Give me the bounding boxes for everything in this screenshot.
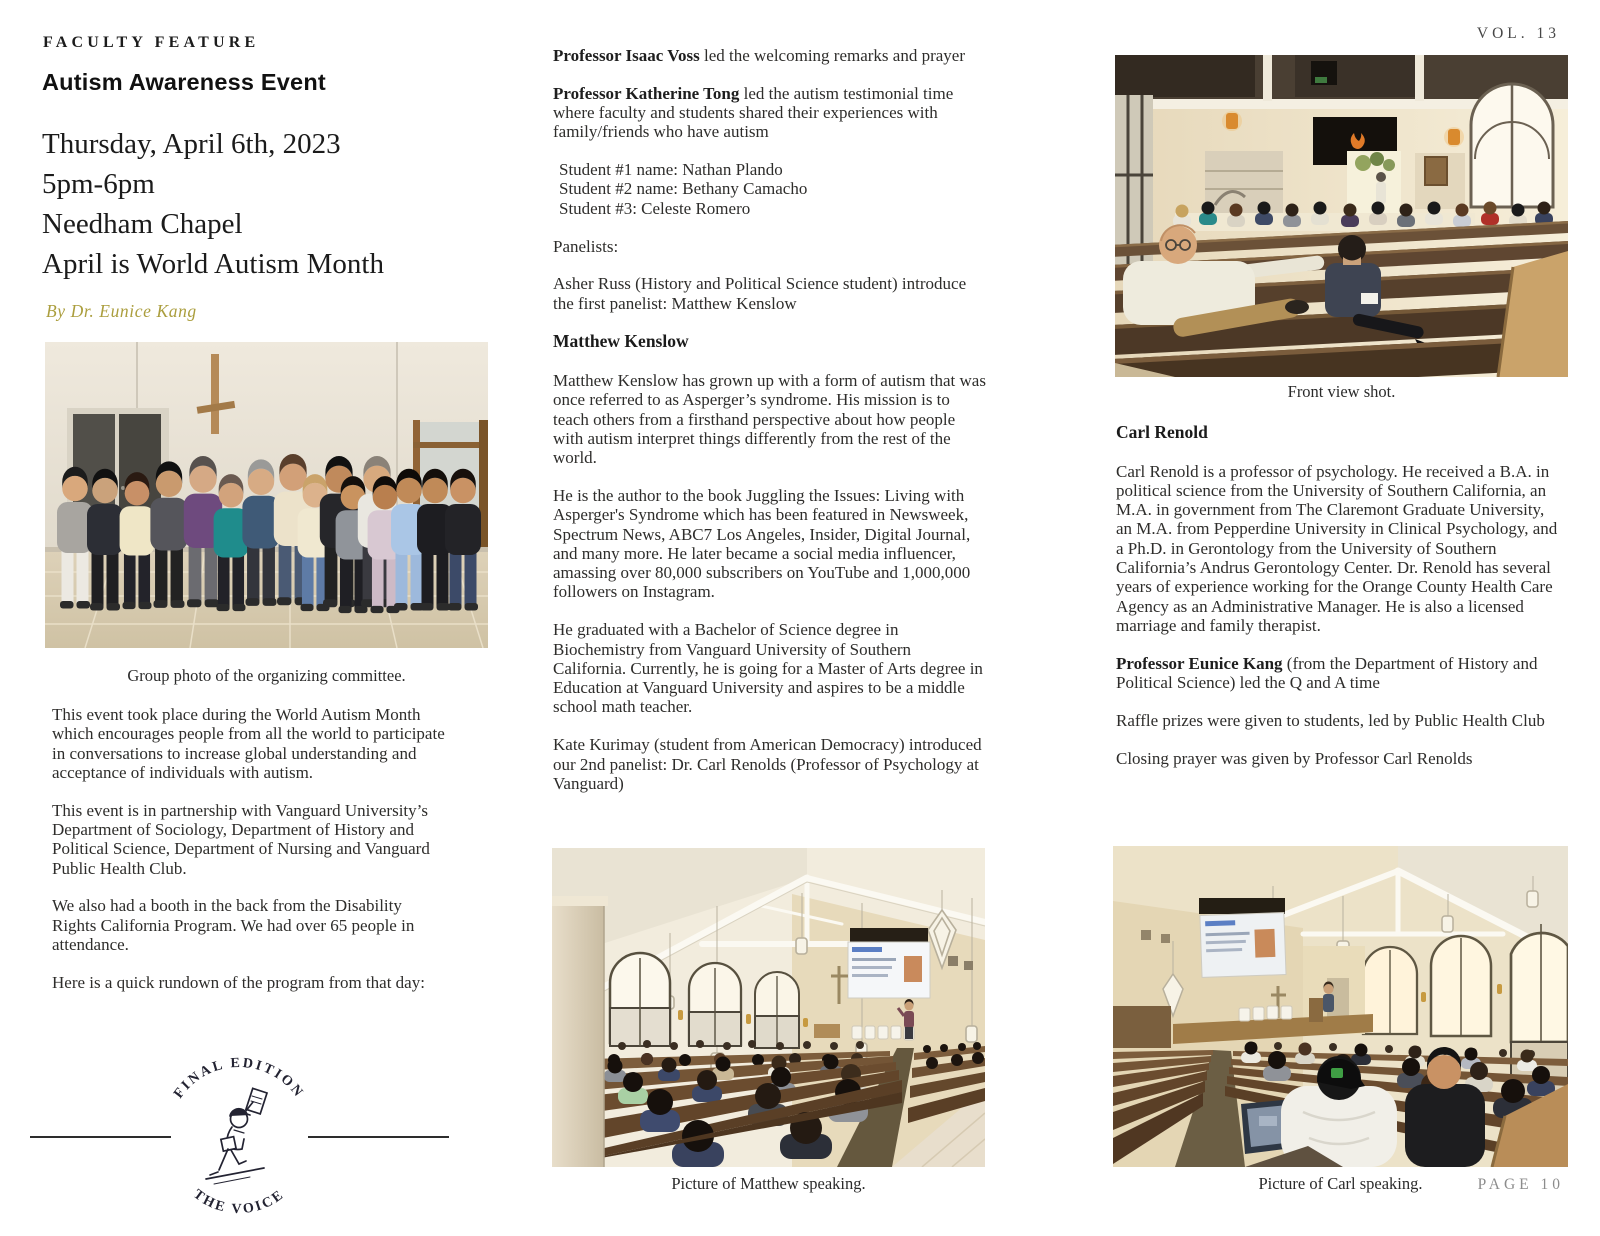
carl-heading: Carl Renold — [1116, 422, 1208, 442]
right-column-body — [1116, 422, 1558, 768]
paragraph: Here is a quick rundown of the program from that day: — [52, 972, 425, 992]
event-time: 5pm-6pm — [42, 168, 155, 200]
professor-name-bold: Professor Isaac Voss — [553, 46, 700, 65]
paragraph-raffle: Raffle prizes were given to students, led by Public Health Club — [1116, 710, 1545, 730]
student-item: Student #3: Celeste Romero — [559, 198, 751, 218]
left-column-body — [52, 705, 448, 992]
matthew-speaking-photo — [552, 848, 985, 1167]
svg-text:THE VOICE — [190, 1187, 288, 1217]
page-number-label: PAGE 10 — [1477, 1176, 1564, 1193]
student-list — [553, 160, 987, 218]
newsboy-illustration — [206, 1088, 267, 1184]
front-view-caption: Front view shot. — [1287, 382, 1396, 401]
student-item: Student #1 name: Nathan Plando — [559, 160, 783, 180]
paragraph-kang — [1116, 654, 1558, 693]
carl-photo-caption: Picture of Carl speaking. — [1258, 1174, 1423, 1193]
speaker-figure — [1323, 982, 1334, 1013]
matthew-photo-caption: Picture of Matthew speaking. — [671, 1174, 866, 1193]
event-date: Thursday, April 6th, 2023 — [42, 128, 341, 160]
professor-name-bold: Professor Katherine Tong — [553, 83, 740, 103]
event-theme: April is World Autism Month — [42, 248, 384, 280]
paragraph: He is the author to the book Juggling the Issues: Living with Asperger's Syndrome which has been featured in Newsweek, Spectrum News, ABC7 Los Angeles, Insider, Digital Journal, and many more. He later became a social media influencer, amassing over 80,000 subscribers on YouTube and 1,000,000 followers on Instagram. — [553, 485, 971, 602]
professor-name-bold: Professor Eunice Kang — [1116, 653, 1283, 673]
paragraph-tong — [553, 84, 987, 142]
middle-column-body — [553, 46, 987, 793]
byline: By Dr. Eunice Kang — [46, 301, 197, 321]
group-photo-caption: Group photo of the organizing committee. — [127, 666, 406, 685]
student-item: Student #2 name: Bethany Camacho — [559, 179, 808, 199]
carl-speaking-photo — [1113, 846, 1568, 1167]
matthew-heading: Matthew Kenslow — [553, 331, 689, 352]
paragraph: He graduated with a Bachelor of Science degree in Biochemistry from Vanguard University of Southern California. Currently, he is going for a Master of Arts degree in Education at Vanguard University and aspires to be a middle school math teacher. — [553, 620, 983, 717]
article-title: Autism Awareness Event — [42, 69, 326, 95]
paragraph-text: led the autism testimonial time where faculty and students shared their experiences with family/friends who have autism — [553, 83, 954, 142]
event-location: Needham Chapel — [42, 208, 243, 240]
logo-bottom-arc-text: THE VOICE — [190, 1186, 288, 1218]
paragraph-text: (from the Department of History and Political Science) led the Q and A time — [1116, 653, 1538, 692]
paragraph: This event took place during the World Autism Month which encourages people from all the world to participate in conversations to increase global understanding and acceptance of individuals with autism. — [52, 705, 445, 782]
front-view-photo — [1115, 55, 1568, 377]
voice-newsletter-logo — [148, 1048, 330, 1228]
paragraph-asher: Asher Russ (History and Political Science student) introduce the first panelist: Matthew Kenslow — [553, 274, 967, 313]
paragraph: This event is in partnership with Vanguard University’s Department of Sociology, Department of History and Political Science, Department of Nursing and Vanguard Public Health Club. — [52, 800, 430, 878]
paragraph-text: led the welcoming remarks and prayer — [699, 46, 966, 65]
svg-text:FINAL EDITION — [171, 1056, 307, 1102]
paragraph-voss — [553, 46, 987, 65]
panelists-label: Panelists: — [553, 236, 619, 256]
volume-label: VOL. 13 — [1476, 25, 1560, 42]
group-photo-image — [45, 342, 488, 648]
paragraph: Matthew Kenslow has grown up with a form of autism that was once referred to as Asperger’s syndrome. His mission is to teach others from a firsthand perspective about how people with autism interpret things differently from the rest of the world. — [553, 370, 986, 468]
section-eyebrow: FACULTY FEATURE — [43, 34, 260, 51]
logo-top-arc-text: FINAL EDITION — [171, 1055, 307, 1102]
paragraph-kate: Kate Kurimay (student from American Democracy) introduced our 2nd panelist: Dr. Carl Renolds (Professor of Psychology at Vanguard) — [553, 735, 982, 793]
paragraph-bio: Carl Renold is a professor of psychology. He received a B.A. in political science from the University of Southern California, an M.A. in government from The Claremont Graduate University, an M.A. from Pepperdine University in Clinical Psychology, and a Ph.D. in Gerontology from the University of Southern California’s Andrus Gerontology Center. Dr. Renold has several years of experience working for the Orange County Health Care Agency as an Administrative Manager. He is also a licensed marriage and family therapist. — [1116, 461, 1558, 635]
event-details — [42, 124, 384, 284]
paragraph-closing: Closing prayer was given by Professor Carl Renolds — [1116, 748, 1473, 768]
paragraph: We also had a booth in the back from the Disability Rights California Program. We had over 65 people in attendance. — [52, 896, 415, 954]
